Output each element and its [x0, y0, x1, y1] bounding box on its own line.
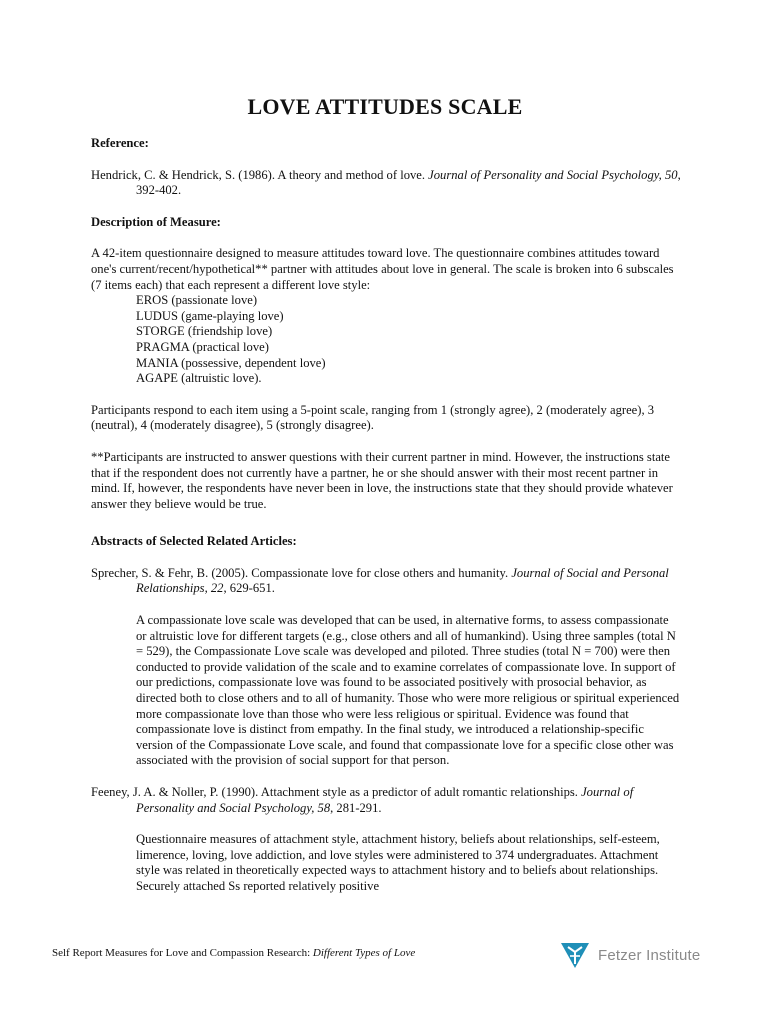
- reference-citation: [91, 168, 681, 199]
- reference-authors: Hendrick, C. & Hendrick, S. (1986). A theory and method of love.: [91, 167, 429, 182]
- article-citation: [91, 566, 681, 597]
- subscale-item: STORGE (friendship love): [136, 324, 273, 339]
- footer-series-label: Self Report Measures for Love and Compassion Research:: [52, 947, 313, 959]
- fetzer-logo: [560, 940, 700, 970]
- article-pages: , 629-651.: [223, 581, 275, 596]
- response-scale-text: Participants respond to each item using a 5-point scale, ranging from 1 (strongly agree), 2 (moderately agree), 3 (neutral), 4 (moderately disagree), 5 (strongly disagree).: [91, 402, 655, 433]
- fetzer-logo-icon: [560, 941, 590, 969]
- description-intro: A 42-item questionnaire designed to measure attitudes toward love. The questionnaire combines attitudes toward one's current/recent/hypothetical** partner with attitudes about love in general. The scale is broken into 6 subscales (7 items each) that each represent a different love style:: [91, 246, 674, 292]
- footnote-text: **Participants are instructed to answer questions with their current partner in mind. However, the instructions state that if the respondent does not currently have a partner, he or she should answer with their most recent partner in mind. If, however, the respondents have never been in love, the instructions state that they should provide whatever answer they believe would be true.: [91, 449, 673, 511]
- logo-text: Fetzer Institute: [598, 946, 701, 964]
- article-pages: , 281-291.: [330, 800, 382, 815]
- reference-journal: Journal of Personality and Social Psychology, 50: [428, 167, 678, 182]
- abstracts-heading: Abstracts of Selected Related Articles:: [91, 534, 297, 549]
- subscale-item: EROS (passionate love): [136, 293, 258, 308]
- subscale-list: [91, 293, 681, 387]
- footer-series-italic: Different Types of Love: [312, 947, 416, 959]
- article-abstract: A compassionate love scale was developed that can be used, in alternative forms, to assess compassionate or altruistic love for different targets (e.g., close others and all of humankind). Using three samples (total N = 529), the Compassionate Love scale was developed and piloted. Three studies (total N = 700) were then conducted to provide validation of the scale and to examine correlates of compassionate love. In support of our predictions, compassionate love was found to be associated positively with prosocial behavior, as directed both to close others and to all of humanity. Those who were more religious or spiritual experienced more compassionate love than those who were less religious or spiritual. Evidence was found that compassionate love is distinct from empathy. In the final study, we introduced a relationship-specific version of the Compassionate Love scale, and found that compassionate love for a specific close other was associated with the provision of social support for that person.: [136, 613, 680, 768]
- article-authors: Sprecher, S. & Fehr, B. (2005). Compassionate love for close others and humanity.: [91, 565, 512, 580]
- footer-series-text: [52, 947, 415, 959]
- article-abstract: Questionnaire measures of attachment style, attachment history, beliefs about relationships, self-esteem, limerence, loving, love addiction, and love styles were administered to 374 undergraduates. Attachment style was related in theoretically expected ways to attachment history and to beliefs about relationships. Securely attached Ss reported relatively positive: [136, 832, 660, 893]
- article-journal: Journal of Personality and Social Psychology, 58: [136, 785, 634, 815]
- article-authors: Feeney, J. A. & Noller, P. (1990). Attachment style as a predictor of adult romantic relationships.: [91, 785, 582, 799]
- subscale-item: PRAGMA (practical love): [136, 339, 269, 354]
- reference-heading: Reference:: [91, 136, 149, 150]
- page-title: LOVE ATTITUDES SCALE: [247, 94, 523, 119]
- article-journal: Journal of Social and Personal Relationships, 22: [136, 565, 669, 596]
- subscale-item: MANIA (possessive, dependent love): [136, 355, 326, 370]
- reference-pages: , 392-402.: [136, 167, 681, 198]
- article-citation: [91, 785, 681, 816]
- document-body: [91, 136, 681, 895]
- subscale-item: LUDUS (game-playing love): [136, 308, 284, 323]
- description-heading: Description of Measure:: [91, 214, 221, 229]
- subscale-item: AGAPE (altruistic love).: [136, 371, 262, 386]
